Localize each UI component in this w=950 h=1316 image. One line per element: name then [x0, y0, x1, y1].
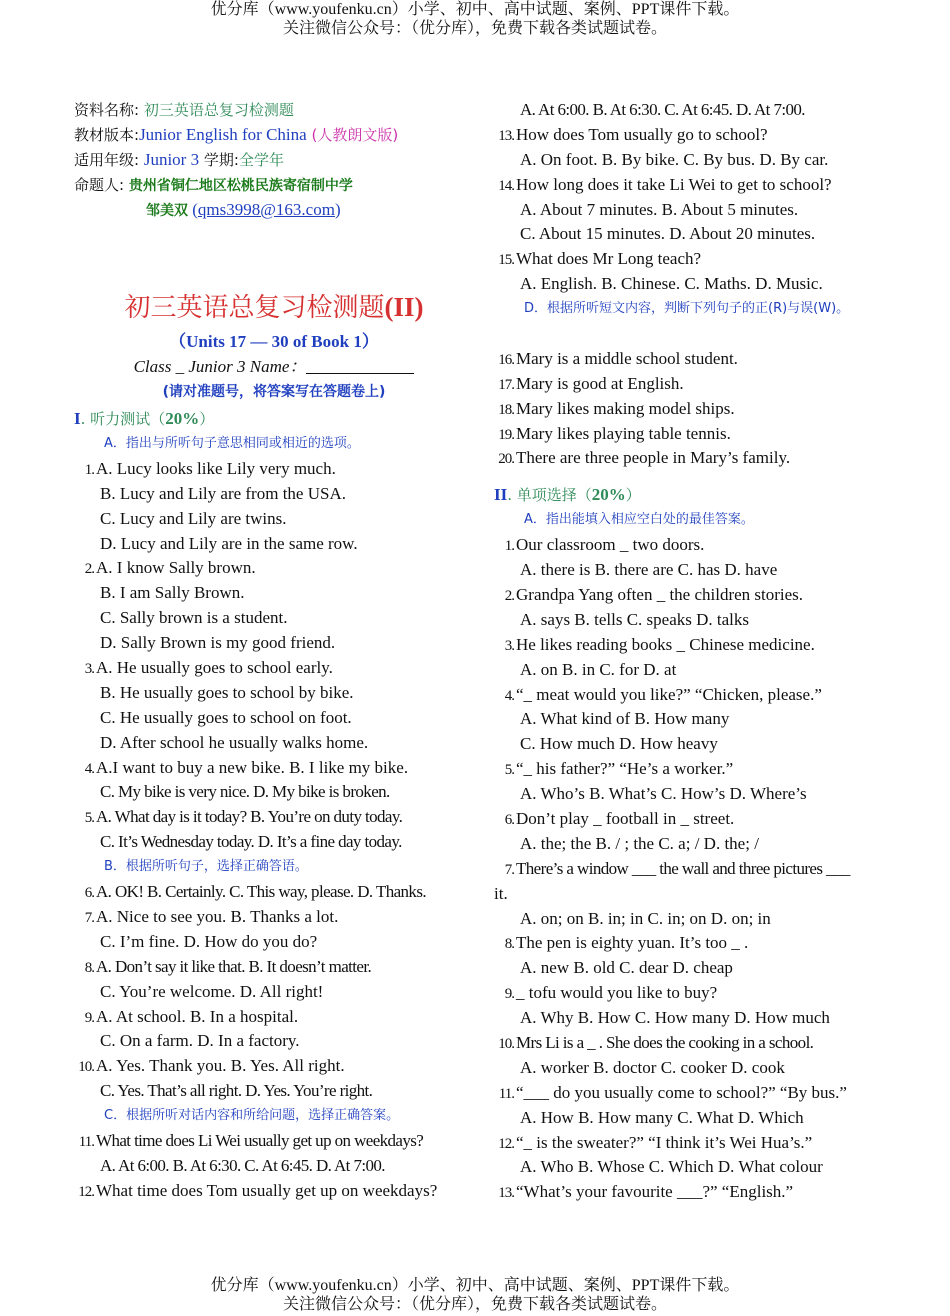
question-number: 2.	[84, 561, 94, 578]
line-text: B. He usually goes to school by bike.	[100, 682, 354, 702]
question-number: 5.	[504, 762, 514, 779]
question-number: 20.	[498, 451, 514, 468]
line-text: A. About 7 minutes. B. About 5 minutes.	[520, 199, 799, 219]
option-line	[494, 956, 894, 981]
line-text: A. Nice to see you. B. Thanks a lot.	[96, 906, 339, 926]
question-line	[494, 1031, 894, 1056]
line-text: A. there is B. there are C. has D. have	[520, 560, 778, 580]
line-text: B. I am Sally Brown.	[100, 583, 245, 603]
option-line	[494, 1056, 894, 1081]
line-text: A. I know Sally brown.	[96, 558, 256, 578]
line-text: A. How B. How many C. What D. Which	[520, 1107, 804, 1127]
line-text: A.I want to buy a new bike. B. I like my bike.	[96, 757, 409, 777]
option-line	[74, 507, 474, 532]
listening-part-b	[74, 880, 474, 1104]
line-text: C. I’m fine. D. How do you do?	[100, 931, 318, 951]
question-number: 13.	[498, 127, 514, 144]
option-line	[494, 222, 894, 247]
line-text: What time does Li Wei usually get up on weekdays?	[96, 1130, 424, 1150]
question-number: 3.	[504, 637, 514, 654]
option-line	[74, 1029, 474, 1054]
section-1-part-d: D．根据所听短文内容，判断下列句子的正(R)与误(W)。	[524, 301, 850, 317]
header-line-1: 优分库（www.youfenku.cn）小学、初中、高中试题、案例、PPT课件下载。	[210, 1, 740, 18]
line-text: “What’s your favourite ___?” “English.”	[516, 1182, 794, 1202]
question-number: 10.	[78, 1059, 94, 1076]
page-title: 初三英语总复习检测题(II)	[124, 292, 424, 324]
option-line	[74, 482, 474, 507]
line-text: Mrs Li is a _ . She does the cooking in a school.	[516, 1032, 814, 1052]
line-text: D. Lucy and Lily are in the same row.	[100, 533, 358, 553]
question-number: 18.	[498, 401, 514, 418]
line-text: A. Why B. How C. How many D. How much	[520, 1008, 830, 1028]
section-1-heading: I. 听力测试（20%）	[74, 409, 215, 429]
option-line	[74, 581, 474, 606]
question-number: 1.	[84, 461, 94, 478]
option-line	[494, 707, 894, 732]
option-line	[74, 681, 474, 706]
multiple-choice	[494, 533, 894, 1205]
question-number: 4.	[504, 687, 514, 704]
meta-grade: 适用年级: Junior 3 学期:全学年	[74, 149, 284, 169]
line-text: C. How much D. How heavy	[520, 734, 718, 754]
question-line	[494, 857, 894, 882]
question-line	[74, 756, 474, 781]
line-text: “_ his father?” “He’s a worker.”	[516, 759, 734, 779]
footer-line-1: 优分库（www.youfenku.cn）小学、初中、高中试题、案例、PPT课件下载。	[210, 1277, 740, 1294]
line-text: A. At 6:00. B. At 6:30. C. At 6:45. D. At 7:00.	[100, 1155, 385, 1175]
option-line	[494, 558, 894, 583]
line-text: C. About 15 minutes. D. About 20 minutes.	[520, 224, 816, 244]
line-text: A. What day is it today? B. You’re on duty today.	[96, 807, 403, 827]
question-line	[494, 347, 894, 372]
option-line	[494, 732, 894, 757]
line-text: A. Yes. Thank you. B. Yes. All right.	[96, 1056, 345, 1076]
question-number: 14.	[498, 177, 514, 194]
question-number: 19.	[498, 426, 514, 443]
option-line	[74, 606, 474, 631]
option-line	[74, 1079, 474, 1104]
option-line	[74, 780, 474, 805]
question-number: 1.	[504, 538, 514, 555]
line-text: A. English. B. Chinese. C. Maths. D. Music.	[520, 274, 823, 294]
listening-part-c	[74, 1129, 474, 1204]
option-line	[494, 1155, 894, 1180]
author-email-link[interactable]: qms3998@163.com	[197, 199, 335, 219]
option-line	[74, 1154, 474, 1179]
option-line	[494, 272, 894, 297]
question-number: 4.	[84, 760, 94, 777]
option-line	[494, 658, 894, 683]
section-1-part-a: A．指出与所听句子意思相同或相近的选项。	[104, 436, 360, 452]
question-line	[494, 633, 894, 658]
right-column	[494, 98, 894, 1205]
line-text: The pen is eighty yuan. It’s too _ .	[516, 933, 749, 953]
line-text: How long does it take Li Wei to get to school?	[516, 174, 832, 194]
question-line	[74, 1179, 474, 1204]
line-text: A. says B. tells C. speaks D. talks	[520, 609, 750, 629]
question-line	[74, 656, 474, 681]
option-line	[494, 98, 894, 123]
line-text: C. Lucy and Lily are twins.	[100, 508, 287, 528]
line-text: “___ do you usually come to school?” “By bus.”	[516, 1082, 847, 1102]
line-text: C. Sally brown is a student.	[100, 608, 288, 628]
line-text: Don’t play _ football in _ street.	[516, 808, 735, 828]
question-line	[494, 931, 894, 956]
question-number: 9.	[84, 1009, 94, 1026]
line-text: “_ is the sweater?” “I think it’s Wei Hua’s.”	[516, 1132, 813, 1152]
line-text: A. At 6:00. B. At 6:30. C. At 6:45. D. At 7:00.	[520, 100, 805, 119]
question-number: 2.	[504, 587, 514, 604]
option-line	[494, 782, 894, 807]
question-line	[74, 556, 474, 581]
question-line	[494, 807, 894, 832]
line-text: A. on B. in C. for D. at	[520, 659, 677, 679]
question-line	[494, 1081, 894, 1106]
option-line	[74, 631, 474, 656]
line-text: Mary likes making model ships.	[516, 398, 735, 418]
line-text: A. Who’s B. What’s C. How’s D. Where’s	[520, 784, 807, 804]
meta-author: 命题人: 贵州省铜仁地区松桃民族寄宿制中学	[74, 175, 353, 194]
question-number: 7.	[504, 861, 514, 878]
question-line	[74, 905, 474, 930]
line-text: A. worker B. doctor C. cooker D. cook	[520, 1057, 785, 1077]
question-line	[74, 457, 474, 482]
question-number: 16.	[498, 351, 514, 368]
question-number: 8.	[84, 959, 94, 976]
option-line	[494, 832, 894, 857]
option-line	[74, 930, 474, 955]
question-number: 5.	[84, 810, 94, 827]
question-line	[494, 372, 894, 397]
line-text: D. After school he usually walks home.	[100, 732, 369, 752]
line-text: There are three people in Mary’s family.	[516, 448, 791, 468]
question-number: 15.	[498, 252, 514, 269]
question-line	[74, 1005, 474, 1030]
page-footer	[0, 1276, 950, 1314]
line-text: Grandpa Yang often _ the children stories.	[516, 584, 804, 604]
question-number: 11.	[498, 1085, 514, 1102]
line-text: C. It’s Wednesday today. D. It’s a fine day today.	[100, 832, 402, 852]
option-line	[494, 907, 894, 932]
line-text: C. My bike is very nice. D. My bike is broken.	[100, 782, 390, 802]
line-text: C. On a farm. D. In a factory.	[100, 1031, 300, 1051]
option-line	[74, 830, 474, 855]
question-line	[494, 173, 894, 198]
line-text: D. Sally Brown is my good friend.	[100, 633, 336, 653]
option-line	[74, 706, 474, 731]
line-text: Mary is a middle school student.	[516, 348, 738, 368]
question-number: 6.	[504, 811, 514, 828]
listening-part-d	[494, 347, 894, 471]
meta-edition: 教材版本:Junior English for China (人教朗文版)	[74, 124, 399, 144]
line-text: _ tofu would you like to buy?	[516, 983, 718, 1003]
question-number: 9.	[504, 986, 514, 1003]
header-line-2: 关注微信公众号：（优分库），免费下载各类试题试卷。	[282, 20, 667, 37]
section-1-part-c: C．根据所听对话内容和所给问题，选择正确答案。	[104, 1108, 400, 1124]
question-number: 8.	[504, 936, 514, 953]
line-text: A. on; on B. in; in C. in; on D. on; in	[520, 908, 771, 928]
option-line	[494, 882, 894, 907]
line-text: He likes reading books _ Chinese medicine.	[516, 634, 815, 654]
line-text: Mary is good at English.	[516, 373, 684, 393]
question-line	[494, 397, 894, 422]
question-line	[494, 422, 894, 447]
option-line	[74, 731, 474, 756]
line-text: A. Lucy looks like Lily very much.	[96, 458, 336, 478]
question-number: 13.	[498, 1185, 514, 1202]
line-text: A. On foot. B. By bike. C. By bus. D. By car.	[520, 149, 829, 169]
section-2-part-a: A．指出能填入相应空白处的最佳答案。	[524, 512, 754, 528]
question-line	[494, 981, 894, 1006]
question-line	[494, 123, 894, 148]
answer-note: (请对准题号，将答案写在答题卷上)	[162, 384, 386, 401]
question-line	[74, 880, 474, 905]
question-line	[494, 1131, 894, 1156]
line-text: C. Yes. That’s all right. D. Yes. You’re right.	[100, 1081, 373, 1101]
option-line	[494, 148, 894, 173]
name-blank	[306, 357, 414, 374]
question-number: 3.	[84, 661, 94, 678]
option-line	[494, 198, 894, 223]
line-text: Mary likes playing table tennis.	[516, 423, 731, 443]
line-text: Our classroom _ two doors.	[516, 535, 705, 555]
listening-part-c-cont	[494, 98, 894, 297]
line-text: C. He usually goes to school on foot.	[100, 707, 352, 727]
question-number: 7.	[84, 909, 94, 926]
section-1-part-b: B．根据所听句子，选择正确答语。	[104, 859, 308, 875]
meta-name: 资料名称: 初三英语总复习检测题	[74, 101, 294, 119]
left-column	[74, 98, 474, 1204]
line-text: C. You’re welcome. D. All right!	[100, 981, 324, 1001]
line-text: B. Lucy and Lily are from the USA.	[100, 483, 346, 503]
meta-author-name: 邹美双 (qms3998@163.com)	[146, 199, 341, 219]
footer-line-2: 关注微信公众号：（优分库），免费下载各类试题试卷。	[282, 1296, 667, 1313]
line-text: A. What kind of B. How many	[520, 709, 730, 729]
question-number: 17.	[498, 376, 514, 393]
option-line	[74, 980, 474, 1005]
question-number: 12.	[78, 1183, 94, 1200]
question-line	[494, 247, 894, 272]
line-text: How does Tom usually go to school?	[516, 124, 768, 144]
line-text: There’s a window ___ the wall and three pictures ___	[516, 858, 850, 878]
line-text: it.	[494, 883, 508, 903]
question-number: 6.	[84, 885, 94, 902]
question-line	[74, 1054, 474, 1079]
question-number: 10.	[498, 1035, 514, 1052]
question-number: 12.	[498, 1135, 514, 1152]
units-line: （Units 17 — 30 of Book 1）	[169, 332, 379, 352]
line-text: A. new B. old C. dear D. cheap	[520, 958, 733, 978]
line-text: A. OK! B. Certainly. C. This way, please. D. Thanks.	[96, 882, 427, 902]
question-line	[494, 583, 894, 608]
line-text: A. the; the B. / ; the C. a; / D. the; /	[520, 833, 759, 853]
question-line	[494, 533, 894, 558]
line-text: A. He usually goes to school early.	[96, 658, 333, 678]
question-line	[494, 757, 894, 782]
option-line	[494, 1006, 894, 1031]
line-text: What time does Tom usually get up on weekdays?	[96, 1180, 438, 1200]
listening-part-a	[74, 457, 474, 855]
line-text: A. At school. B. In a hospital.	[96, 1006, 299, 1026]
line-text: “_ meat would you like?” “Chicken, please.”	[516, 684, 822, 704]
line-text: A. Who B. Whose C. Which D. What colour	[520, 1157, 823, 1177]
line-text: What does Mr Long teach?	[516, 249, 702, 269]
line-text: A. Don’t say it like that. B. It doesn’t matter.	[96, 956, 372, 976]
question-line	[494, 446, 894, 471]
page-header	[0, 0, 950, 38]
section-2-heading: II. 单项选择（20%）	[494, 485, 641, 505]
option-line	[494, 608, 894, 633]
option-line	[494, 1106, 894, 1131]
question-line	[74, 1129, 474, 1154]
question-number: 11.	[78, 1133, 94, 1150]
class-name-line: Class _ Junior 3 Name：	[74, 355, 474, 380]
option-line	[74, 532, 474, 557]
question-line	[494, 1180, 894, 1205]
question-line	[494, 683, 894, 708]
question-line	[74, 805, 474, 830]
question-line	[74, 955, 474, 980]
